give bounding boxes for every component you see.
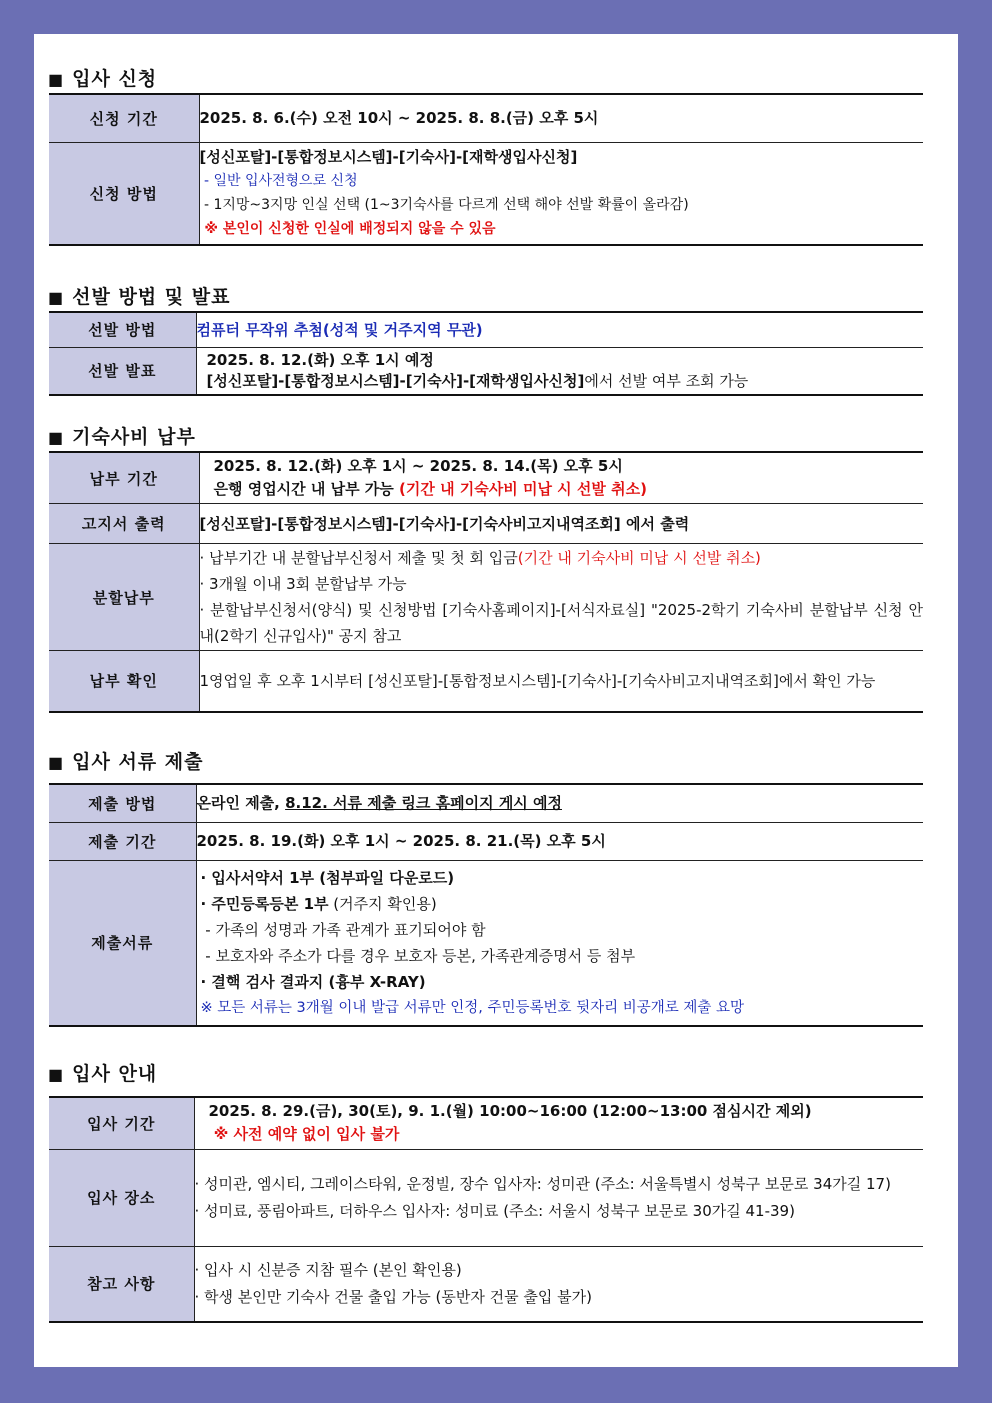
text-line: · 학생 본인만 기숙사 건물 출입 가능 (동반자 건물 출입 불가) bbox=[194, 1287, 592, 1306]
table-row bbox=[49, 651, 923, 712]
row-value bbox=[194, 1149, 923, 1246]
row-value bbox=[194, 1246, 923, 1322]
text-line: - 가족의 성명과 가족 관계가 표기되어야 함 bbox=[200, 920, 486, 939]
row-label: 선발 방법 bbox=[49, 312, 196, 347]
table-row bbox=[49, 142, 923, 245]
row-label: 신청 방법 bbox=[49, 142, 199, 245]
notice-page bbox=[34, 34, 958, 1367]
section-title-documents: ■ 입사 서류 제출 bbox=[48, 751, 204, 773]
row-label: 입사 기간 bbox=[49, 1097, 194, 1149]
row-value: [성신포탈]-[통합정보시스템]-[기숙사]-[기숙사비고지내역조회] 에서 출력 bbox=[199, 514, 690, 533]
row-value bbox=[199, 142, 923, 245]
row-value: 2025. 8. 6.(수) 오전 10시 ~ 2025. 8. 8.(금) 오후 5시 bbox=[199, 109, 599, 128]
table-row bbox=[49, 347, 923, 395]
payment-table bbox=[49, 451, 923, 713]
section-title-application: ■ 입사 신청 bbox=[48, 68, 158, 90]
text-line: ※ 사전 예약 없이 입사 불가 bbox=[208, 1125, 400, 1144]
row-label: 신청 기간 bbox=[49, 94, 199, 142]
text-line: · 납부기간 내 분할납부신청서 제출 및 첫 회 입금(기간 내 기숙사비 미납 시 선발 취소) bbox=[199, 549, 761, 567]
row-value bbox=[194, 1097, 923, 1149]
table-row bbox=[49, 1149, 923, 1246]
selection-table bbox=[49, 311, 923, 396]
row-label: 입사 장소 bbox=[49, 1149, 194, 1246]
text-line: - 1지망~3지망 인실 선택 (1~3기숙사를 다르게 선택 해야 선발 확률이 올라감) bbox=[199, 197, 689, 214]
documents-table bbox=[49, 783, 923, 1027]
text-line: · 성미관, 엠시티, 그레이스타워, 운정빌, 장수 입사자: 성미관 (주소: 서울특별시 성북구 보문로 34가길 17) bbox=[194, 1174, 891, 1193]
row-label: 고지서 출력 bbox=[49, 504, 199, 544]
table-row bbox=[49, 822, 923, 860]
row-value bbox=[199, 544, 923, 651]
section-title-selection: ■ 선발 방법 및 발표 bbox=[48, 286, 231, 308]
row-value: 온라인 제출, 8.12. 서류 제출 링크 홈페이지 게시 예정 bbox=[196, 794, 562, 813]
row-label: 제출 기간 bbox=[49, 822, 196, 860]
row-label: 선발 발표 bbox=[49, 347, 196, 395]
row-label: 납부 기간 bbox=[49, 452, 199, 504]
move-in-table bbox=[49, 1096, 923, 1323]
row-value bbox=[199, 452, 923, 504]
table-row bbox=[49, 452, 923, 504]
row-label: 분할납부 bbox=[49, 544, 199, 651]
text-line: [성신포탈]-[통합정보시스템]-[기숙사]-[재학생입사신청]에서 선발 여부 조회 가능 bbox=[206, 371, 749, 390]
row-label: 참고 사항 bbox=[49, 1246, 194, 1322]
text-line: · 입사서약서 1부 (첨부파일 다운로드) bbox=[200, 868, 455, 887]
text-line: · 주민등록등본 1부 (거주지 확인용) bbox=[200, 894, 437, 913]
section-title-move-in: ■ 입사 안내 bbox=[48, 1063, 158, 1085]
text-line: - 보호자와 주소가 다를 경우 보호자 등본, 가족관계증명서 등 첨부 bbox=[200, 946, 636, 965]
text-line: 2025. 8. 12.(화) 오후 1시 ~ 2025. 8. 14.(목) 오후 5시 bbox=[213, 457, 623, 475]
table-row bbox=[49, 860, 923, 1026]
text-line: - 일반 입사전형으로 신청 bbox=[199, 173, 358, 190]
text-line: 은행 영업시간 내 납부 가능 (기간 내 기숙사비 미납 시 선발 취소) bbox=[213, 480, 647, 498]
text-line: [성신포탈]-[통합정보시스템]-[기숙사]-[재학생입사신청] bbox=[199, 148, 578, 167]
row-label: 납부 확인 bbox=[49, 651, 199, 712]
text-line: · 분할납부신청서(양식) 및 신청방법 [기숙사홈페이지]-[서식자료실] "2025-2학기 기숙사비 분할납부 신청 안내(2학기 신규입사)" 공지 참고 bbox=[199, 601, 923, 645]
row-value bbox=[196, 860, 923, 1026]
text-line: · 입사 시 신분증 지참 필수 (본인 확인용) bbox=[194, 1260, 462, 1279]
table-row bbox=[49, 544, 923, 651]
table-row bbox=[49, 1246, 923, 1322]
text-line: · 성미료, 풍림아파트, 더하우스 입사자: 성미료 (주소: 서울시 성북구 보문로 30가길 41-39) bbox=[194, 1201, 795, 1220]
table-row bbox=[49, 312, 923, 347]
table-row bbox=[49, 1097, 923, 1149]
row-label: 제출서류 bbox=[49, 860, 196, 1026]
row-value: 컴퓨터 무작위 추첨(성적 및 거주지역 무관) bbox=[196, 320, 483, 339]
row-label: 제출 방법 bbox=[49, 784, 196, 822]
application-table bbox=[49, 93, 923, 246]
text-line: · 3개월 이내 3회 분할납부 가능 bbox=[199, 575, 407, 593]
row-value bbox=[196, 347, 923, 395]
text-line: ※ 모든 서류는 3개월 이내 발급 서류만 인정, 주민등록번호 뒷자리 비공개로 제출 요망 bbox=[200, 999, 745, 1016]
table-row bbox=[49, 504, 923, 544]
section-title-payment: ■ 기숙사비 납부 bbox=[48, 426, 196, 448]
text-line: 2025. 8. 12.(화) 오후 1시 예정 bbox=[206, 350, 434, 369]
text-line: 2025. 8. 29.(금), 30(토), 9. 1.(월) 10:00~16:00 (12:00~13:00 점심시간 제외) bbox=[208, 1102, 812, 1121]
text-line: ※ 본인이 신청한 인실에 배정되지 않을 수 있음 bbox=[199, 221, 496, 238]
table-row bbox=[49, 784, 923, 822]
table-row bbox=[49, 94, 923, 142]
row-value: 1영업일 후 오후 1시부터 [성신포탈]-[통합정보시스템]-[기숙사]-[기숙사비고지내역조회]에서 확인 가능 bbox=[199, 671, 876, 690]
text-line: · 결핵 검사 결과지 (흉부 X-RAY) bbox=[200, 972, 426, 991]
row-value: 2025. 8. 19.(화) 오후 1시 ~ 2025. 8. 21.(목) 오후 5시 bbox=[196, 832, 606, 850]
